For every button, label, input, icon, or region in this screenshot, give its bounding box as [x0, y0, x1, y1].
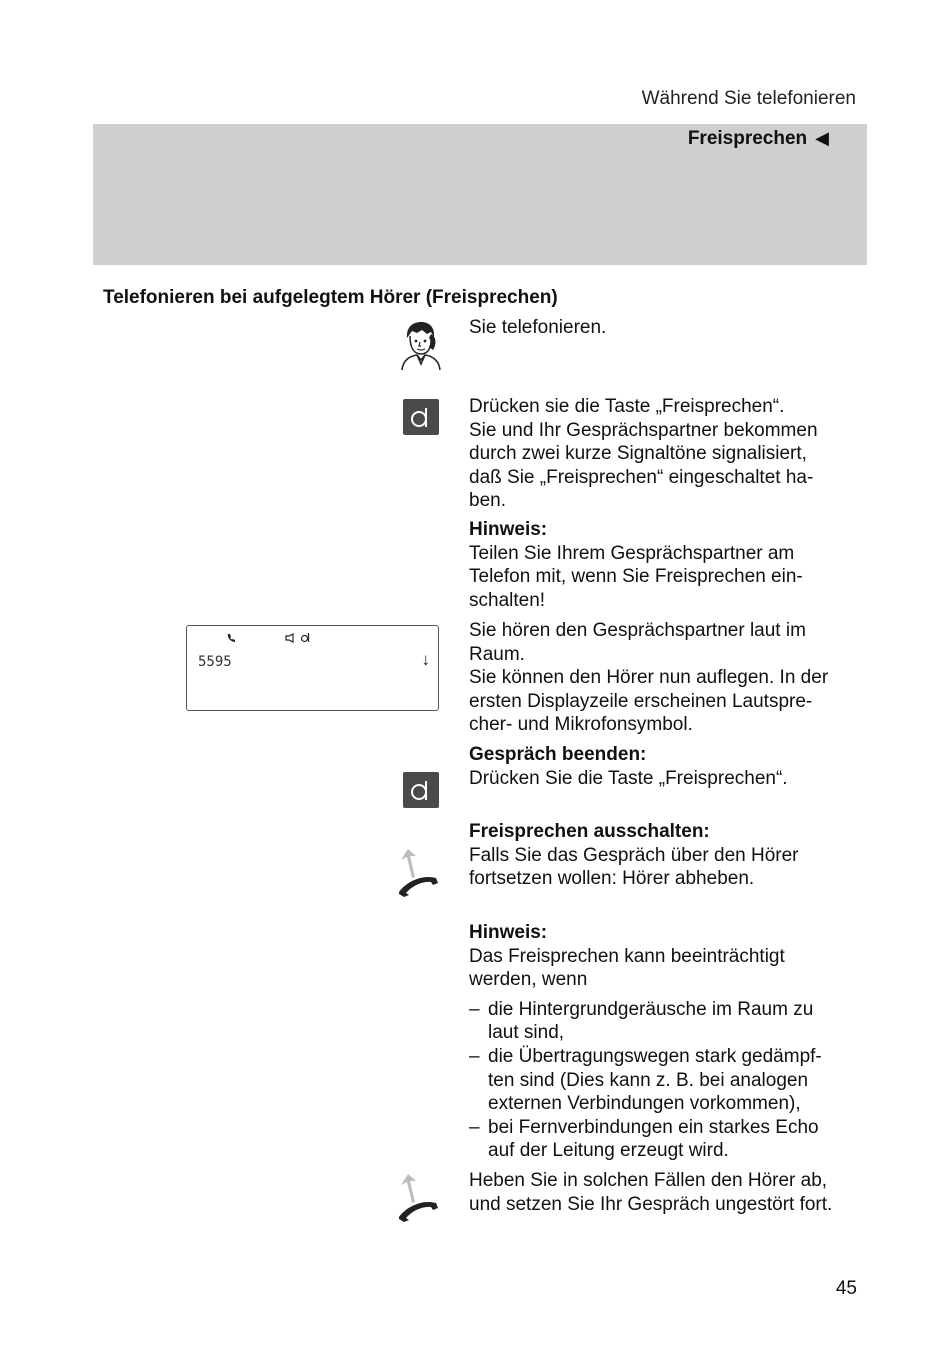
person-on-phone-icon	[398, 320, 444, 372]
section-title: Telefonieren bei aufgelegtem Hörer (Freisprechen)	[103, 287, 558, 308]
text-line: Sie und Ihr Gesprächspartner bekommen	[469, 419, 818, 441]
text-line: daß Sie „Freisprechen“ eingeschaltet ha-	[469, 466, 814, 488]
step-end-call	[469, 743, 864, 790]
note-heading: Hinweis:	[469, 922, 548, 943]
text-line: und setzen Sie Ihr Gespräch ungestört fort.	[469, 1193, 833, 1215]
text-line: Heben Sie in solchen Fällen den Hörer ab,	[469, 1170, 828, 1191]
text-line: cher- und Mikrofonsymbol.	[469, 714, 693, 736]
speaker-icon	[285, 633, 296, 643]
step-hang-up	[469, 619, 864, 737]
text-line: die Hintergrundgeräusche im Raum zu	[488, 998, 814, 1020]
text-line: externen Verbindungen vorkommen),	[488, 1093, 801, 1115]
step-press-key	[469, 395, 864, 513]
list-item	[469, 1045, 864, 1116]
text-line: Raum.	[469, 643, 525, 665]
text-line: Drücken Sie die Taste „Freisprechen“.	[469, 767, 788, 789]
text-line: laut sind,	[488, 1022, 565, 1044]
text-line: ersten Displayzeile erscheinen Lautspre-	[469, 690, 813, 712]
text-line: die Übertragungswegen stark gedämpf-	[488, 1045, 822, 1067]
arrow-down-icon: ↓	[421, 650, 430, 669]
text-line: durch zwei kurze Signaltöne signalisiert,	[469, 443, 807, 465]
phone-display	[186, 625, 439, 711]
handset-icon	[226, 633, 236, 643]
text-line: Sie hören den Gesprächspartner laut im	[469, 620, 806, 641]
microphone-icon	[300, 632, 311, 643]
note-heading: Hinweis:	[469, 519, 548, 540]
list-item	[469, 998, 864, 1045]
text-line: Drücken sie die Taste „Freisprechen“.	[469, 396, 785, 417]
text-line: auf der Leitung erzeugt wird.	[488, 1140, 729, 1162]
triangle-left-icon: ◀	[815, 128, 829, 148]
step-turn-off	[469, 820, 864, 891]
speakerphone-key-icon	[403, 772, 439, 808]
text-line: Das Freisprechen kann beeinträchtigt	[469, 945, 785, 967]
text-line: Teilen Sie Ihrem Gesprächspartner am	[469, 542, 795, 564]
list-dash: –	[469, 1116, 480, 1138]
step-calling	[469, 316, 864, 340]
speakerphone-key-icon	[403, 399, 439, 435]
text-line: werden, wenn	[469, 969, 588, 991]
chapter-title	[688, 128, 829, 150]
note-2	[469, 921, 864, 1163]
text-line: schalten!	[469, 589, 546, 611]
text-line: Sie können den Hörer nun auflegen. In der	[469, 667, 829, 689]
text-line: bei Fernverbindungen ein starkes Echo	[488, 1116, 819, 1138]
step-heading: Gespräch beenden:	[469, 744, 647, 765]
text-line: ten sind (Dies kann z. B. bei analogen	[488, 1069, 809, 1091]
text-line: fortsetzen wollen: Hörer abheben.	[469, 868, 755, 890]
note-1	[469, 518, 864, 612]
step-text: Sie telefonieren.	[469, 317, 607, 338]
chapter-title-text: Freisprechen	[687, 128, 808, 149]
running-head: Während Sie telefonieren	[641, 88, 856, 109]
text-line: Telefon mit, wenn Sie Freisprechen ein-	[469, 566, 803, 588]
list-dash: –	[469, 1045, 480, 1067]
text-line: Falls Sie das Gespräch über den Hörer	[469, 844, 799, 866]
list-item	[469, 1116, 864, 1163]
bullet-list	[469, 998, 864, 1163]
step-heading: Freisprechen ausschalten:	[469, 821, 710, 842]
chapter-band	[93, 124, 867, 265]
lift-handset-icon	[396, 848, 442, 898]
page-number: 45	[835, 1278, 857, 1299]
lift-handset-icon	[396, 1173, 442, 1223]
step-lift-handset	[469, 1169, 864, 1216]
text-line: ben.	[469, 490, 506, 512]
display-number: 5595	[198, 654, 232, 670]
list-dash: –	[469, 998, 480, 1020]
